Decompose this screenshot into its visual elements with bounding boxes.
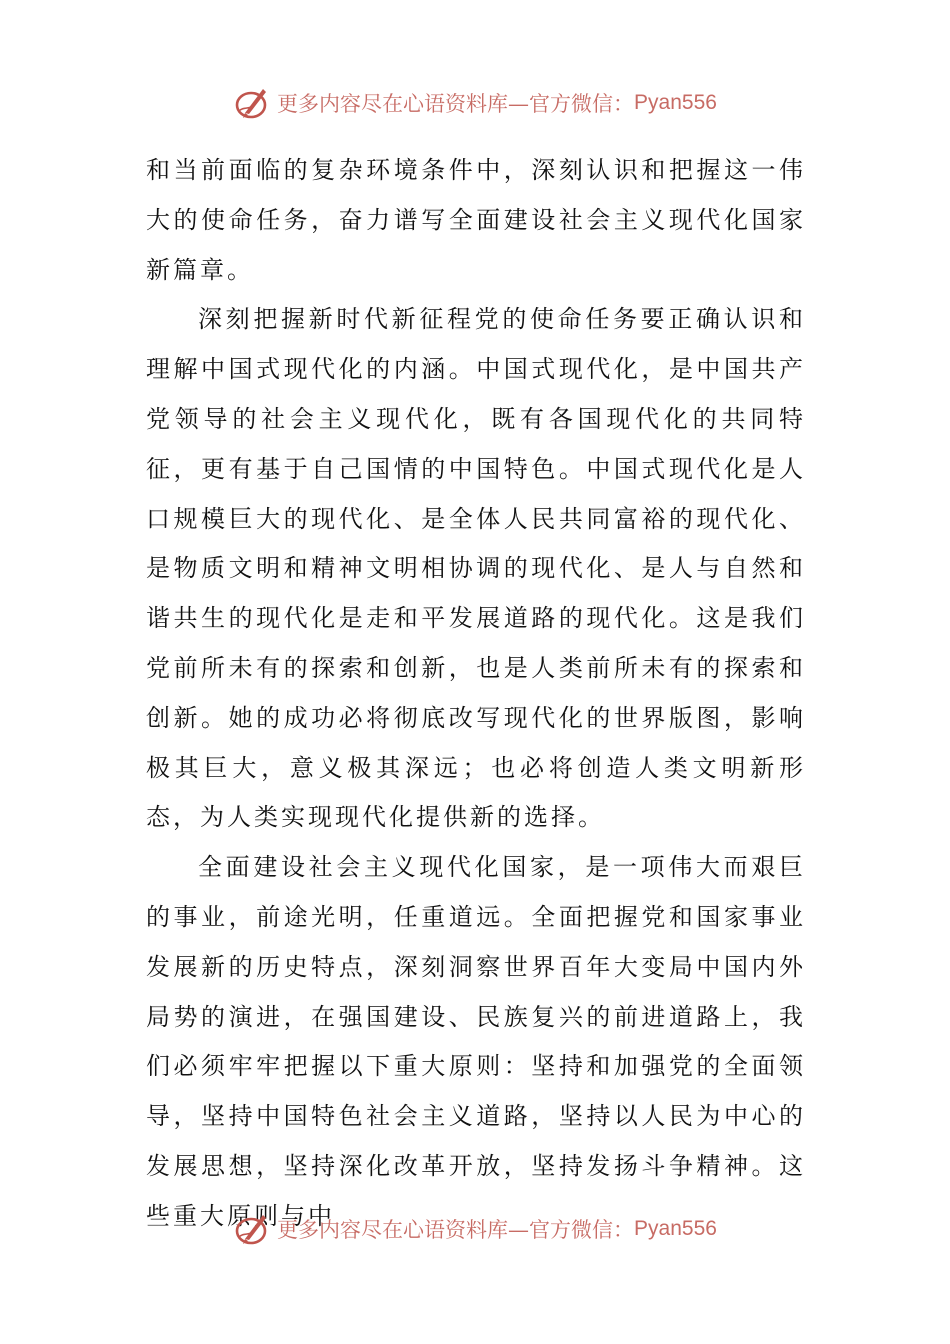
paragraph-3: 全面建设社会主义现代化国家，是一项伟大而艰巨的事业，前途光明，任重道远。全面把握党和国家事业发展新的历史特点，深刻洞察世界百年大变局中国内外局势的演进，在强国建设、民族复兴的前进道路上，我们必须牢牢把握以下重大原则：坚持和加强党的全面领导，坚持中国特色社会主义道路，坚持以人民为中心的发展思想，坚持深化改革开放，坚持发扬斗争精神。这些重大原则与中 bbox=[146, 853, 806, 1230]
quill-pen-icon bbox=[233, 1209, 273, 1249]
footer-watermark bbox=[0, 1209, 950, 1249]
document-body bbox=[146, 146, 806, 1242]
header-watermark bbox=[0, 83, 950, 123]
watermark-text: 更多内容尽在心语资料库—官方微信： bbox=[277, 1218, 635, 1242]
paragraph-1: 和当前面临的复杂环境条件中，深刻认识和把握这一伟大的使命任务，奋力谱写全面建设社会主义现代化国家新篇章。 bbox=[146, 156, 806, 284]
watermark-wechat-id: Pyan556 bbox=[634, 1217, 717, 1240]
quill-pen-icon bbox=[233, 83, 273, 123]
paragraph-2: 深刻把握新时代新征程党的使命任务要正确认识和理解中国式现代化的内涵。中国式现代化，是中国共产党领导的社会主义现代化，既有各国现代化的共同特征，更有基于自己国情的中国特色。中国式现代化是人口规模巨大的现代化、是全体人民共同富裕的现代化、是物质文明和精神文明相协调的现代化、是人与自然和谐共生的现代化是走和平发展道路的现代化。这是我们党前所未有的探索和创新，也是人类前所未有的探索和创新。她的成功必将彻底改写现代化的世界版图，影响极其巨大，意义极其深远；也必将创造人类文明新形态，为人类实现现代化提供新的选择。 bbox=[146, 305, 806, 832]
watermark-wechat-id: Pyan556 bbox=[634, 91, 717, 114]
watermark-text: 更多内容尽在心语资料库—官方微信： bbox=[277, 92, 635, 116]
